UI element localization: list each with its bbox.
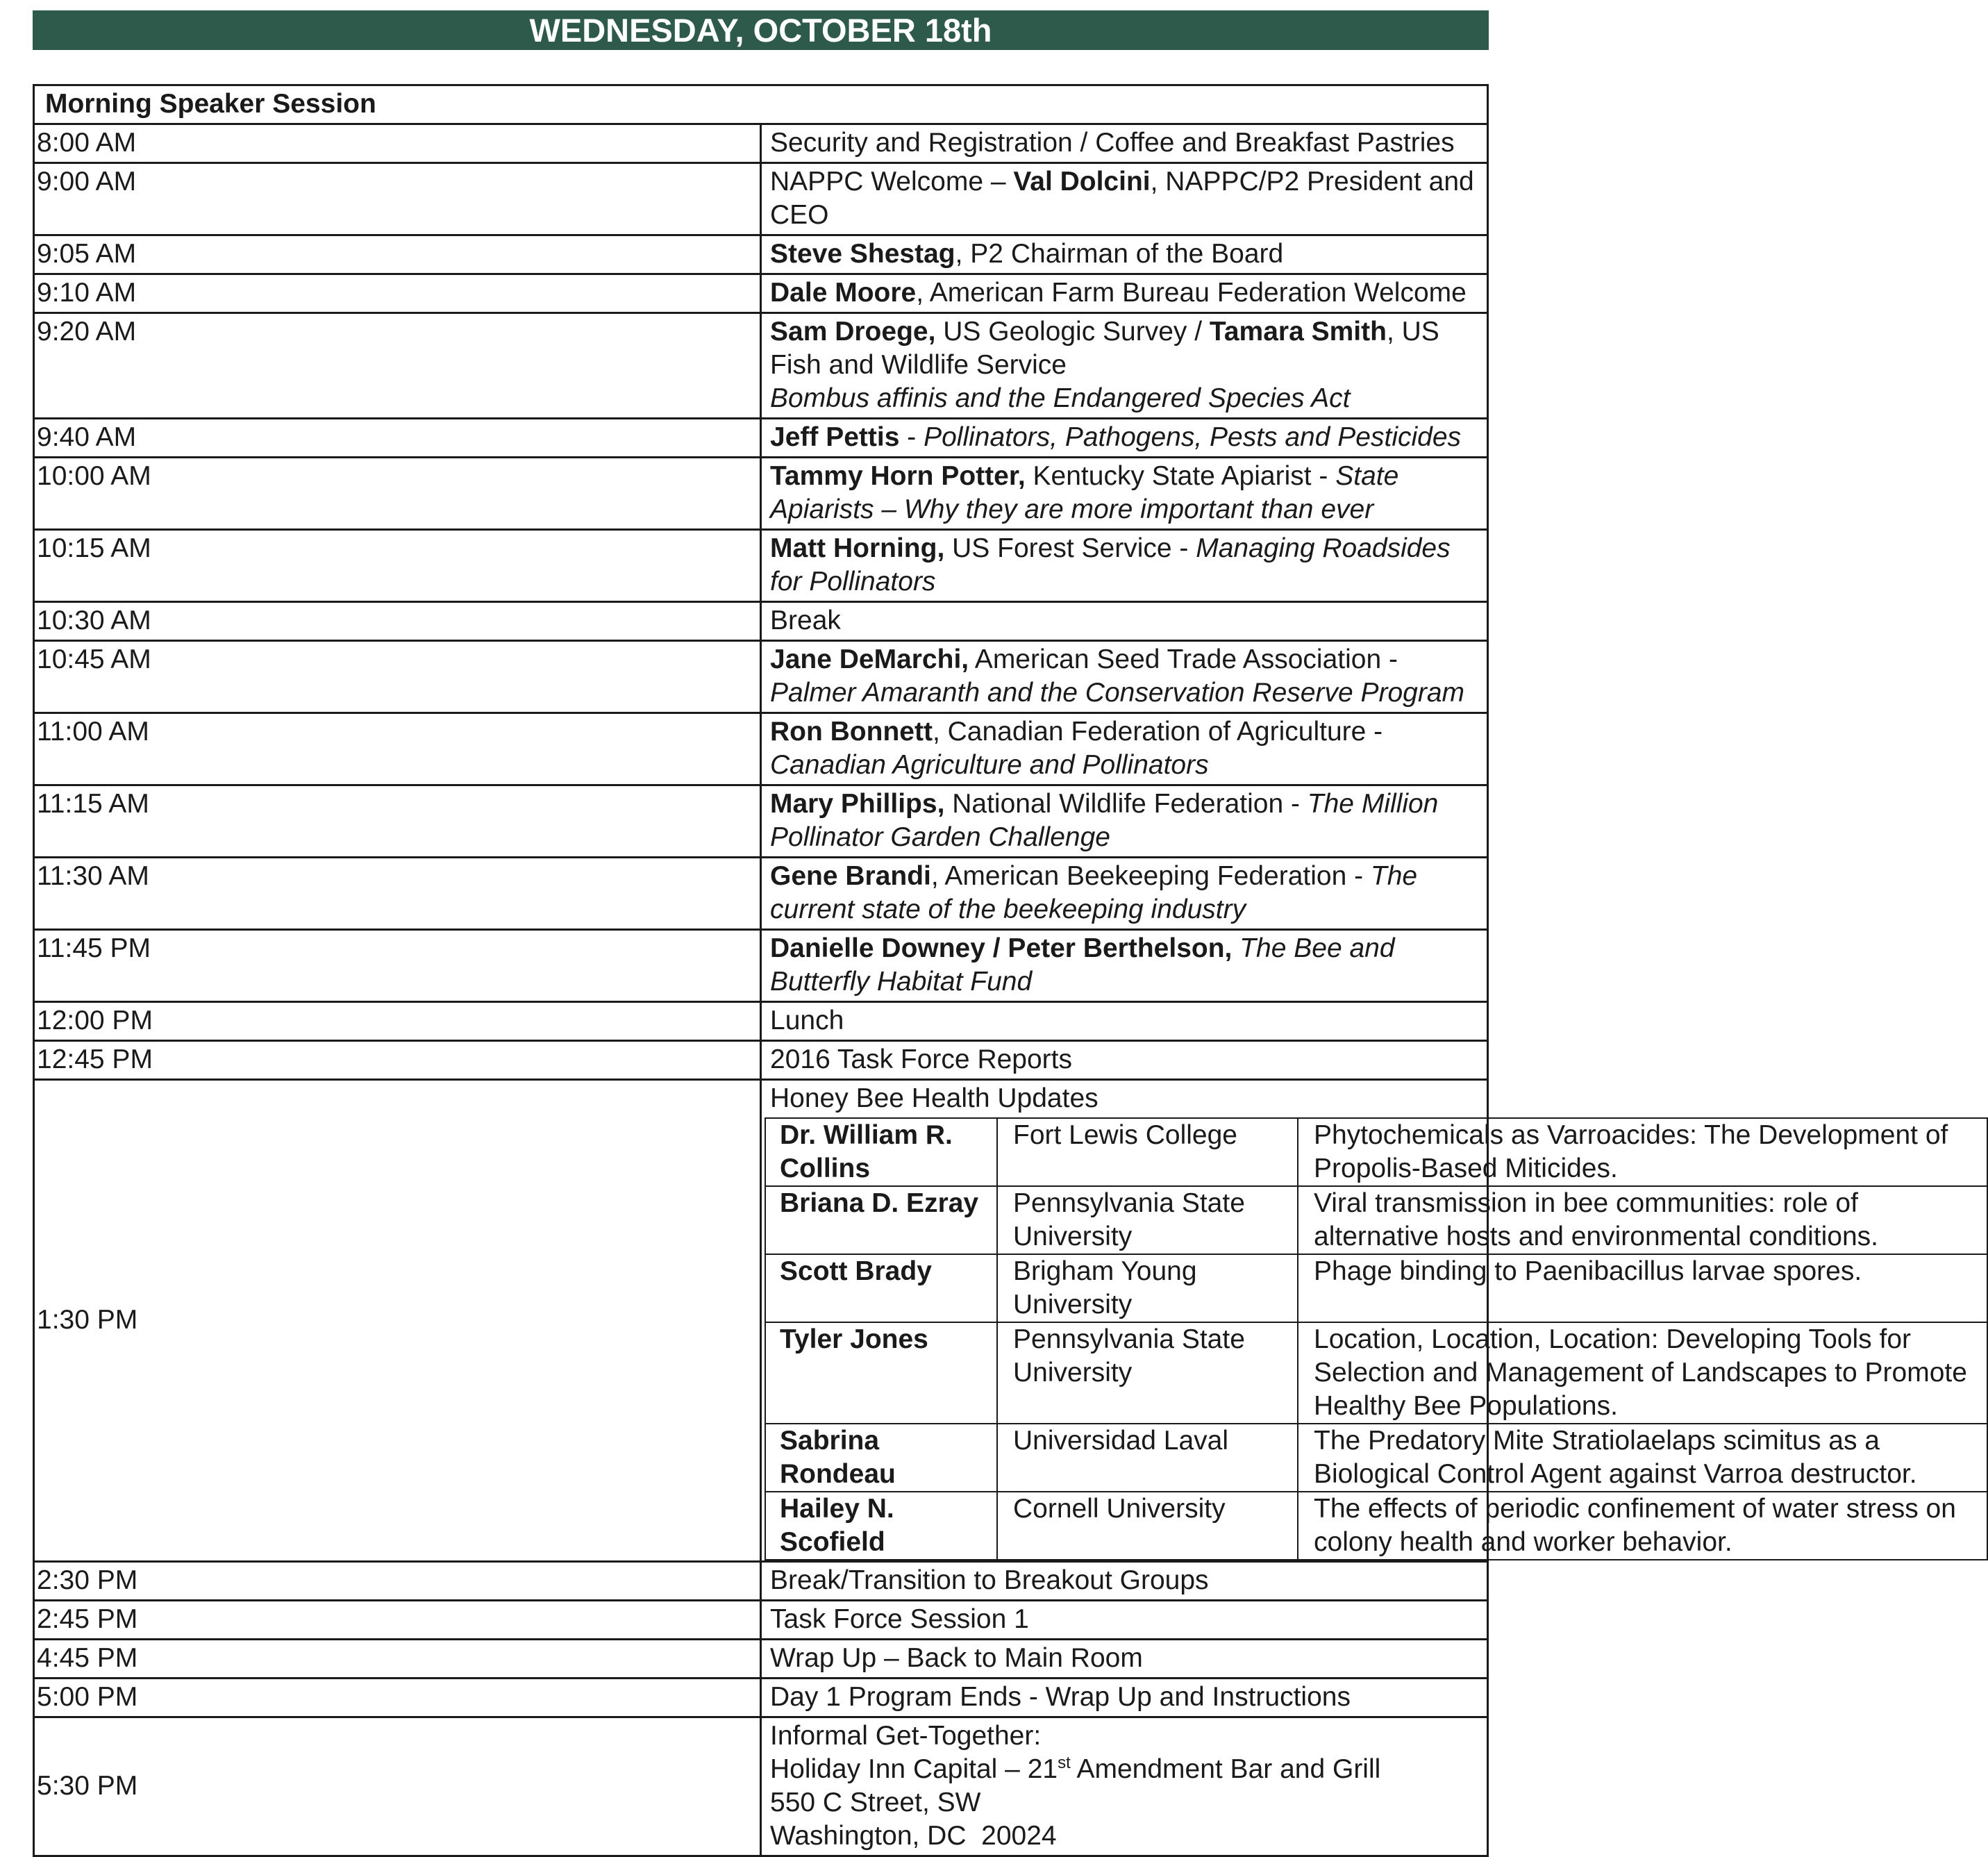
time-cell: 10:15 AM — [34, 530, 761, 602]
event-cell: Break/Transition to Breakout Groups — [761, 1562, 1488, 1601]
speaker-affiliation: , NAPPC/P2 President and CEO — [770, 167, 1474, 230]
speaker-name: Tammy Horn Potter, — [770, 461, 1026, 491]
event-cell — [761, 163, 1488, 235]
time-cell: 12:45 PM — [34, 1041, 761, 1080]
speaker-name: Matt Horning, — [770, 533, 945, 563]
time-cell: 9:10 AM — [34, 274, 761, 313]
venue-city: Washington, DC 20024 — [770, 1821, 1057, 1851]
speaker-affiliation: , US Fish and Wildlife Service — [770, 317, 1439, 380]
schedule-row — [34, 858, 1488, 930]
event-cell — [761, 930, 1488, 1002]
talk-title: The current state of the beekeeping industry — [770, 861, 1418, 924]
presenter-institution: Pennsylvania State University — [997, 1322, 1298, 1424]
schedule-row — [34, 313, 1488, 419]
presenter-institution: Pennsylvania State University — [997, 1186, 1298, 1254]
session-header-row — [34, 85, 1488, 124]
event-cell — [761, 641, 1488, 713]
schedule-row — [34, 1640, 1488, 1679]
presentation-title: Phytochemicals as Varroacides: The Development of Propolis-Based Miticides. — [1298, 1118, 1987, 1186]
session-title: Morning Speaker Session — [34, 85, 1488, 124]
speaker-affiliation: , Canadian Federation of Agriculture - — [932, 717, 1383, 747]
presentation-title: Location, Location, Location: Developing Tools for Selection and Management of Landscapes to Promote Healthy Bee Populations. — [1298, 1322, 1987, 1424]
honey-bee-presenters-table — [765, 1117, 1988, 1560]
speaker-name: Dale Moore — [770, 278, 917, 308]
speaker-name: Jane DeMarchi, — [770, 644, 969, 674]
schedule-row — [34, 1679, 1488, 1717]
time-cell: 11:45 PM — [34, 930, 761, 1002]
talk-title: Bombus affinis and the Endangered Species Act — [770, 383, 1351, 413]
event-cell — [761, 458, 1488, 530]
time-cell: 9:40 AM — [34, 419, 761, 458]
event-cell — [761, 274, 1488, 313]
speaker-name: Gene Brandi — [770, 861, 931, 891]
presenter-row — [765, 1322, 1987, 1424]
speaker-affiliation: American Seed Trade Association - — [969, 644, 1398, 674]
event-text: NAPPC Welcome – — [770, 167, 1014, 197]
schedule-row — [34, 1041, 1488, 1080]
venue-text: Amendment Bar and Grill — [1070, 1754, 1381, 1784]
presenter-institution: Universidad Laval — [997, 1424, 1298, 1492]
speaker-name: Sam Droege, — [770, 317, 936, 347]
schedule-row — [34, 274, 1488, 313]
speaker-name: Steve Shestag — [770, 239, 955, 269]
speaker-affiliation: National Wildlife Federation - — [944, 789, 1308, 819]
presenter-row — [765, 1186, 1987, 1254]
presenter-row — [765, 1118, 1987, 1186]
schedule-row — [34, 458, 1488, 530]
venue-text: Holiday Inn Capital – 21 — [770, 1754, 1058, 1784]
event-cell: Lunch — [761, 1002, 1488, 1041]
talk-title: The Million Pollinator Garden Challenge — [770, 789, 1439, 852]
presentation-title: The Predatory Mite Stratiolaelaps scimitus as a Biological Control Agent against Varroa destructor. — [1298, 1424, 1987, 1492]
presentation-title: Viral transmission in bee communities: role of alternative hosts and environmental conditions. — [1298, 1186, 1987, 1254]
time-cell: 1:30 PM — [34, 1080, 761, 1562]
schedule-row — [34, 124, 1488, 163]
speaker-affiliation: , P2 Chairman of the Board — [955, 239, 1284, 269]
presenter-name: Dr. William R. Collins — [765, 1118, 997, 1186]
speaker-name: Danielle Downey / Peter Berthelson, — [770, 933, 1233, 963]
day-banner: WEDNESDAY, OCTOBER 18th — [33, 10, 1489, 50]
venue-name — [770, 1753, 1478, 1786]
schedule-row — [34, 1002, 1488, 1041]
event-cell: 2016 Task Force Reports — [761, 1041, 1488, 1080]
presenter-institution: Brigham Young University — [997, 1254, 1298, 1322]
time-cell: 12:00 PM — [34, 1002, 761, 1041]
speaker-affiliation: US Geologic Survey / — [935, 317, 1210, 347]
speaker-affiliation: Kentucky State Apiarist - — [1025, 461, 1336, 491]
speaker-name: Tamara Smith — [1209, 317, 1387, 347]
event-cell — [761, 1080, 1967, 1562]
schedule-row — [34, 1717, 1488, 1856]
speaker-name: Mary Phillips, — [770, 789, 945, 819]
talk-title: Managing Roadsides for Pollinators — [770, 533, 1451, 597]
event-heading: Honey Bee Health Updates — [770, 1083, 1099, 1113]
speaker-affiliation: , American Farm Bureau Federation Welcome — [916, 278, 1467, 308]
presenter-name: Scott Brady — [765, 1254, 997, 1322]
presenter-institution: Cornell University — [997, 1492, 1298, 1560]
time-cell: 11:30 AM — [34, 858, 761, 930]
presenter-name: Briana D. Ezray — [765, 1186, 997, 1254]
time-cell: 5:30 PM — [34, 1717, 761, 1856]
talk-title: Pollinators, Pathogens, Pests and Pesticides — [924, 422, 1462, 452]
speaker-name: Val Dolcini — [1013, 167, 1151, 197]
event-cell — [761, 858, 1488, 930]
time-cell: 8:00 AM — [34, 124, 761, 163]
event-cell — [761, 419, 1488, 458]
event-cell — [761, 530, 1488, 602]
schedule-row — [34, 419, 1488, 458]
schedule-row — [34, 602, 1488, 641]
event-cell: Security and Registration / Coffee and Breakfast Pastries — [761, 124, 1488, 163]
talk-title: State Apiarists – Why they are more important than ever — [770, 461, 1399, 524]
time-cell: 9:05 AM — [34, 235, 761, 274]
event-cell: Wrap Up – Back to Main Room — [761, 1640, 1488, 1679]
time-cell: 9:20 AM — [34, 313, 761, 419]
ordinal-suffix: st — [1058, 1754, 1071, 1772]
talk-title: The Bee and Butterfly Habitat Fund — [770, 933, 1395, 997]
schedule-row — [34, 930, 1488, 1002]
event-cell — [761, 785, 1488, 858]
schedule-table — [33, 84, 1967, 1857]
speaker-affiliation: US Forest Service - — [944, 533, 1196, 563]
time-cell: 2:30 PM — [34, 1562, 761, 1601]
event-cell — [761, 313, 1488, 419]
schedule-row — [34, 785, 1488, 858]
schedule-row — [34, 1601, 1488, 1640]
event-cell: Task Force Session 1 — [761, 1601, 1488, 1640]
time-cell: 5:00 PM — [34, 1679, 761, 1717]
schedule-row — [34, 1080, 1488, 1562]
speaker-name: Ron Bonnett — [770, 717, 933, 747]
presenter-row — [765, 1254, 1987, 1322]
schedule-row — [34, 163, 1488, 235]
talk-title: Canadian Agriculture and Pollinators — [770, 750, 1209, 780]
time-cell: 9:00 AM — [34, 163, 761, 235]
time-cell: 10:30 AM — [34, 602, 761, 641]
time-cell: 10:45 AM — [34, 641, 761, 713]
speaker-name: Jeff Pettis — [770, 422, 900, 452]
venue-street: 550 C Street, SW — [770, 1788, 981, 1817]
separator: - — [899, 422, 924, 452]
presenter-name: Sabrina Rondeau — [765, 1424, 997, 1492]
time-cell: 11:15 AM — [34, 785, 761, 858]
schedule-row — [34, 1562, 1488, 1601]
schedule-row — [34, 235, 1488, 274]
time-cell: 2:45 PM — [34, 1601, 761, 1640]
schedule-row — [34, 641, 1488, 713]
presenter-name: Hailey N. Scofield — [765, 1492, 997, 1560]
time-cell: 11:00 AM — [34, 713, 761, 785]
event-cell — [761, 235, 1488, 274]
presenter-institution: Fort Lewis College — [997, 1118, 1298, 1186]
presenter-row — [765, 1492, 1987, 1560]
event-cell: Day 1 Program Ends - Wrap Up and Instructions — [761, 1679, 1488, 1717]
talk-title: Palmer Amaranth and the Conservation Reserve Program — [770, 678, 1465, 708]
event-cell — [761, 713, 1488, 785]
presentation-title: The effects of periodic confinement of water stress on colony health and worker behavior. — [1298, 1492, 1987, 1560]
presentation-title: Phage binding to Paenibacillus larvae spores. — [1298, 1254, 1987, 1322]
time-cell: 4:45 PM — [34, 1640, 761, 1679]
event-heading: Informal Get-Together: — [770, 1721, 1042, 1751]
schedule-row — [34, 713, 1488, 785]
speaker-affiliation: , American Beekeeping Federation - — [930, 861, 1371, 891]
event-cell: Break — [761, 602, 1488, 641]
event-cell — [761, 1717, 1488, 1856]
presenter-row — [765, 1424, 1987, 1492]
schedule-row — [34, 530, 1488, 602]
time-cell: 10:00 AM — [34, 458, 761, 530]
presenter-name: Tyler Jones — [765, 1322, 997, 1424]
